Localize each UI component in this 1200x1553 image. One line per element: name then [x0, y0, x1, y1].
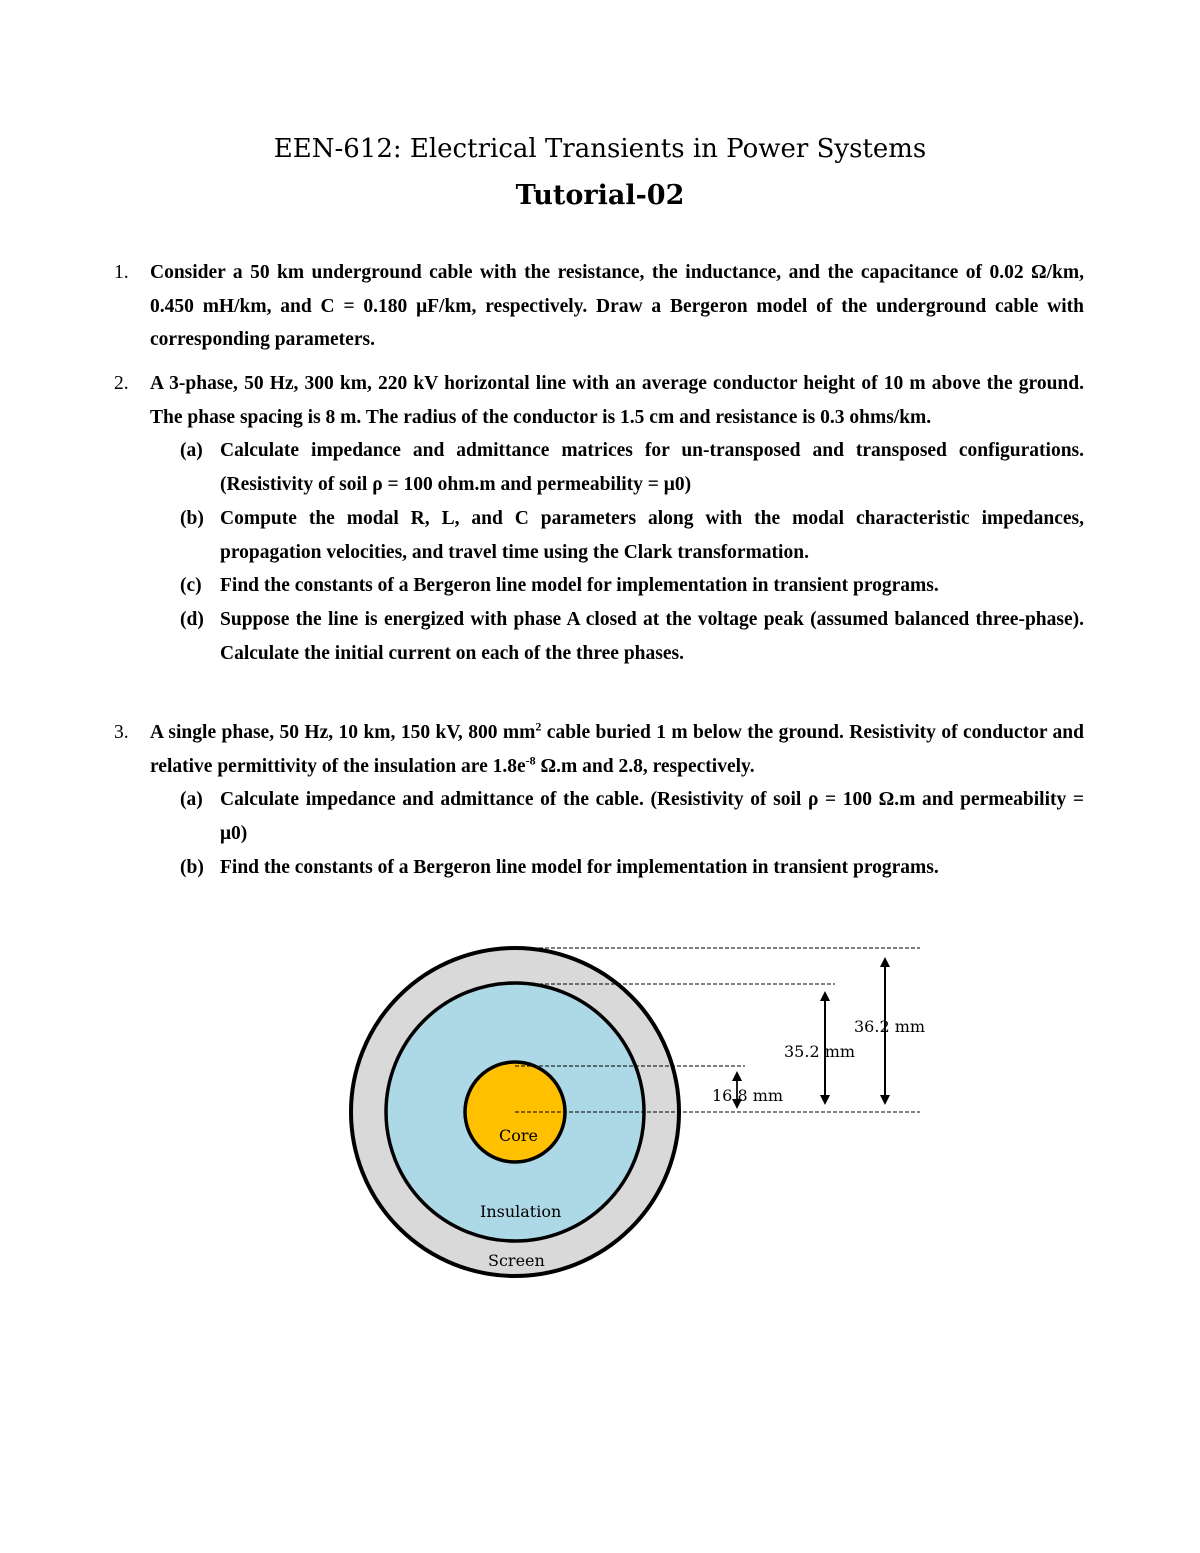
- question-text: A single phase, 50 Hz, 10 km, 150 kV, 800 $mm^2$ cable buried 1 m below the ground. Resistivity of conductor and relative permittivity of the insulation are $1.8e^{-8}$ Ω.m and 2.8, respectively.: [150, 719, 1084, 777]
- sub-question-c: (c) Find the constants of a Bergeron line model for implementation in transient programs.: [180, 575, 939, 597]
- tutorial-title: Tutorial-02: [515, 180, 685, 211]
- question-2: [114, 367, 1084, 670]
- sub-question-list: [180, 434, 1084, 670]
- question-text: A 3-phase, 50 Hz, 300 km, 220 kV horizontal line with an average conductor height of 10 m above the ground. The phase spacing is 8 m. The radius of the conductor is 1.5 cm and resistance is 0.3 ohms/km.: [150, 373, 1084, 428]
- insulation-dimension-label: 35.2 mm: [784, 1042, 856, 1061]
- course-title: EEN-612: Electrical Transients in Power Systems: [273, 134, 927, 164]
- sub-question-b: (b) Compute the modal R, L, and C parameters along with the modal characteristic impedances, propagation velocities, and travel time using the Clark transformation.: [180, 507, 1084, 563]
- cable-cross-section-diagram: [0, 930, 1200, 1290]
- sub-question-d: (d) Suppose the line is energized with phase A closed at the voltage peak (assumed balanced three-phase). Calculate the initial current on each of the three phases.: [180, 608, 1084, 664]
- sub-question-a: (a) Calculate impedance and admittance of the cable. (Resistivity of soil ρ = 100 Ω.m and permeability = μ0): [180, 789, 1084, 845]
- question-3: [114, 716, 1084, 885]
- question-number: 1.: [114, 262, 129, 283]
- insulation-label: Insulation: [480, 1202, 562, 1221]
- question-number: 3.: [114, 722, 129, 743]
- core-label: Core: [499, 1126, 538, 1145]
- sub-question-b: (b) Find the constants of a Bergeron line model for implementation in transient programs.: [180, 856, 939, 878]
- question-number: 2.: [114, 373, 129, 394]
- question-1: [114, 256, 1084, 357]
- outer-dimension-label: 36.2 mm: [854, 1017, 926, 1036]
- core-dimension-label: 16.8 mm: [712, 1086, 784, 1105]
- screen-label: Screen: [488, 1251, 545, 1270]
- sub-question-list: [180, 783, 1084, 884]
- sub-question-a: (a) Calculate impedance and admittance matrices for un-transposed and transposed configurations. (Resistivity of soil ρ = 100 ohm.m and permeability = μ0): [180, 440, 1084, 496]
- question-text: Consider a 50 km underground cable with the resistance, the inductance, and the capacitance of 0.02 Ω/km, 0.450 mH/km, and C = 0.180 μF/km, respectively. Draw a Bergeron model of the underground cable with corresponding parameters.: [150, 262, 1084, 351]
